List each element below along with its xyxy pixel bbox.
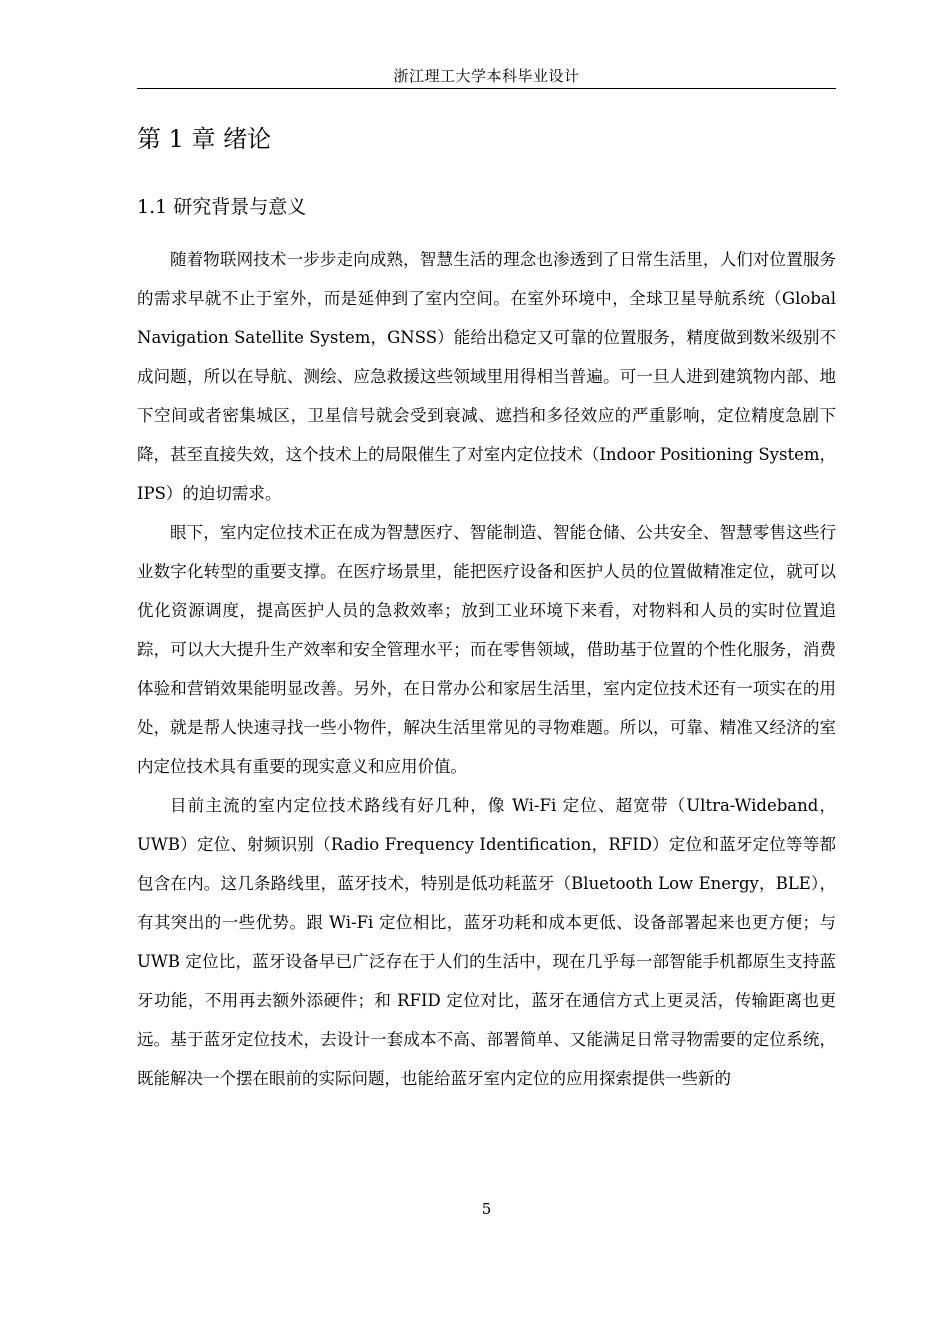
paragraph-2: 眼下，室内定位技术正在成为智慧医疗、智能制造、智能仓储、公共安全、智慧零售这些行业数字化转型的重要支撑。在医疗场景里，能把医疗设备和医护人员的位置做精准定位，就可以优化资源调度，提高医护人员的急救效率；放到工业环境下来看，对物料和人员的实时位置追踪，可以大大提升生产效率和安全管理水平；而在零售领域，借助基于位置的个性化服务，消费体验和营销效果能明显改善。另外，在日常办公和家居生活里，室内定位技术还有一项实在的用处，就是帮人快速寻找一些小物件，解决生活里常见的寻物难题。所以，可靠、精准又经济的室内定位技术具有重要的现实意义和应用价值。 xyxy=(137,523,836,776)
paragraph-3: 目前主流的室内定位技术路线有好几种，像 Wi-Fi 定位、超宽带（Ultra-Wideband，UWB）定位、射频识别（Radio Frequency Identification，RFID）定位和蓝牙定位等等都包含在内。这几条路线里，蓝牙技术，特别是低功耗蓝牙（Bluetooth Low Energy，BLE），有其突出的一些优势。跟 Wi-Fi 定位相比，蓝牙功耗和成本更低、设备部署起来也更方便；与 UWB 定位比，蓝牙设备早已广泛存在于人们的生活中，现在几乎每一部智能手机都原生支持蓝牙功能，不用再去额外添硬件；和 RFID 定位对比，蓝牙在通信方式上更灵活，传输距离也更远。基于蓝牙定位技术，去设计一套成本不高、部署简单、又能满足日常寻物需要的定位系统，既能解决一个摆在眼前的实际问题，也能给蓝牙室内定位的应用探索提供一些新的 xyxy=(137,796,836,1088)
header-rule xyxy=(137,88,836,89)
paragraph-1: 随着物联网技术一步步走向成熟，智慧生活的理念也渗透到了日常生活里，人们对位置服务的需求早就不止于室外，而是延伸到了室内空间。在室外环境中，全球卫星导航系统（Global Navigation Satellite System，GNSS）能给出稳定又可靠的位置服务，精度做到数米级别不成问题，所以在导航、测绘、应急救援这些领域里用得相当普遍。可一旦人进到建筑物内部、地下空间或者密集城区，卫星信号就会受到衰减、遮挡和多径效应的严重影响，定位精度急剧下降，甚至直接失效，这个技术上的局限催生了对室内定位技术（Indoor Positioning System，IPS）的迫切需求。 xyxy=(137,250,836,503)
running-header: 浙江理工大学本科毕业设计 xyxy=(393,67,580,85)
page-number: 5 xyxy=(481,1200,492,1218)
section-title: 1.1 研究背景与意义 xyxy=(137,196,307,218)
body-text xyxy=(137,240,836,1098)
chapter-title: 第 1 章 绪论 xyxy=(137,125,272,153)
